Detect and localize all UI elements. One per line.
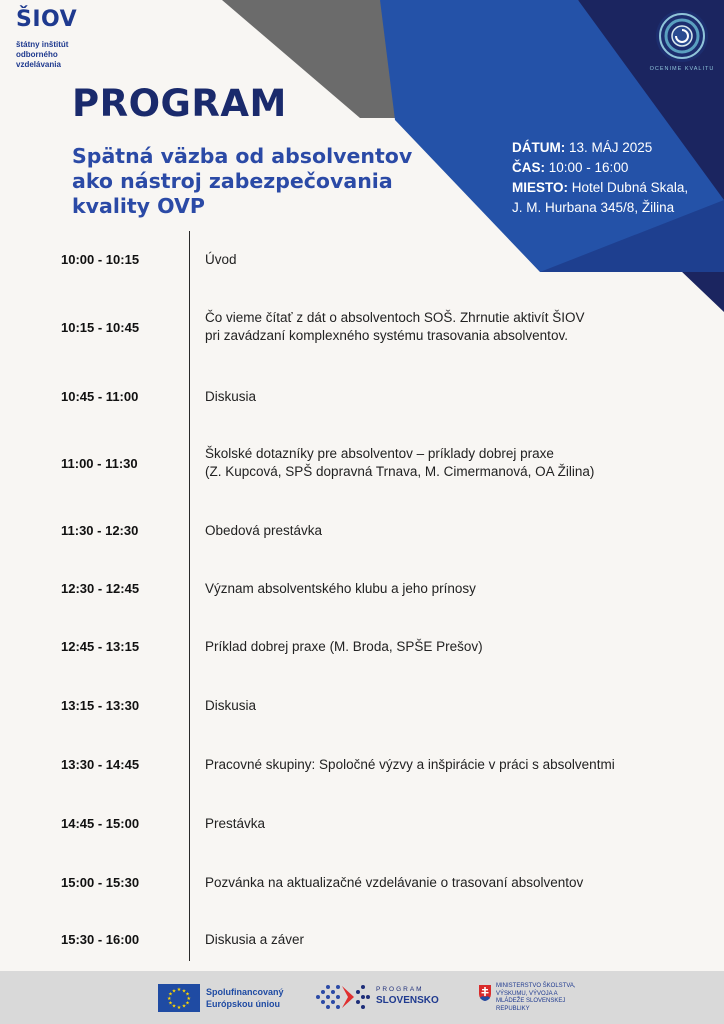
eu-cofinanced-text: Spolufinancovaný Európskou úniou xyxy=(206,987,284,1009)
schedule-desc-line: Čo vieme čítať z dát o absolventoch SOŠ. Zhrnutie aktivít ŠIOV xyxy=(205,310,585,325)
place-label: MIESTO: xyxy=(512,180,569,195)
schedule-desc-line: (Z. Kupcová, SPŠ dopravná Trnava, M. Cimermanová, OA Žilina) xyxy=(205,464,595,479)
program-slovensko-icon xyxy=(314,982,370,1012)
time-value: 10:00 - 16:00 xyxy=(548,160,629,175)
slovensko-label: SLOVENSKO xyxy=(376,995,439,1006)
schedule-desc xyxy=(205,309,705,345)
svg-text:★: ★ xyxy=(176,1005,182,1011)
schedule-time: 11:00 - 11:30 xyxy=(61,456,138,471)
schedule-desc: Diskusia xyxy=(205,389,257,404)
schedule-time: 15:30 - 16:00 xyxy=(61,932,140,947)
schedule-time: 10:00 - 10:15 xyxy=(61,252,140,267)
svg-text:★: ★ xyxy=(181,988,187,995)
schedule-time: 14:45 - 15:00 xyxy=(61,816,140,831)
date-line xyxy=(512,138,688,158)
program-label: PROGRAM xyxy=(376,986,424,993)
page-title: PROGRAM xyxy=(72,82,287,125)
svg-text:★: ★ xyxy=(185,991,190,998)
logo-subtitle: štátny inštitút odborného vzdelávania xyxy=(16,40,69,69)
schedule-time: 13:30 - 14:45 xyxy=(61,757,140,772)
schedule-time: 15:00 - 15:30 xyxy=(61,875,140,890)
schedule-desc: Pracovné skupiny: Spoločné výzvy a inšpirácie v práci s absolventmi xyxy=(205,757,615,772)
schedule-desc: Diskusia a záver xyxy=(205,932,305,947)
schedule-desc-line: Školské dotazníky pre absolventov – príklady dobrej praxe xyxy=(205,446,554,461)
schedule-desc: Pozvánka na aktualizačné vzdelávanie o trasovaní absolventov xyxy=(205,875,584,890)
svg-text:★: ★ xyxy=(181,1003,187,1010)
eu-flag-icon xyxy=(158,984,200,1012)
schedule-desc: Príklad dobrej praxe (M. Broda, SPŠE Prešov) xyxy=(205,639,483,654)
time-line xyxy=(512,158,688,178)
schedule-desc: Obedová prestávka xyxy=(205,523,323,538)
svg-text:★: ★ xyxy=(168,1000,173,1007)
event-info xyxy=(512,138,688,218)
schedule-desc xyxy=(205,445,705,481)
place-line xyxy=(512,178,688,198)
schedule-time: 12:30 - 12:45 xyxy=(61,581,140,596)
program-slovensko-logo xyxy=(376,986,439,1006)
date-label: DÁTUM: xyxy=(512,140,566,155)
place-line-2: J. M. Hurbana 345/8, Žilina xyxy=(512,200,675,215)
schedule-time: 10:45 - 11:00 xyxy=(61,389,139,404)
place-value: Hotel Dubná Skala, xyxy=(571,180,689,195)
schedule-desc: Prestávka xyxy=(205,816,266,831)
quality-seal-icon xyxy=(648,6,716,74)
schedule-time: 11:30 - 12:30 xyxy=(61,523,139,538)
siov-logo xyxy=(16,8,86,70)
time-label: ČAS: xyxy=(512,160,545,175)
date-value: 13. MÁJ 2025 xyxy=(569,140,653,155)
schedule-time: 13:15 - 13:30 xyxy=(61,698,140,713)
seal-text: OCENIME KVALITU xyxy=(649,66,715,72)
svg-text:★: ★ xyxy=(171,1003,177,1010)
schedule-time: 10:15 - 10:45 xyxy=(61,320,140,335)
schedule-divider xyxy=(189,231,190,961)
ministry-text: MINISTERSTVO ŠKOLSTVA, VÝSKUMU, VÝVOJA A MLÁDEŽE SLOVENSKEJ REPUBLIKY xyxy=(496,983,576,1012)
svg-text:★: ★ xyxy=(166,996,172,1002)
logo-mark: ŠIOV xyxy=(16,7,78,32)
event-subtitle: Spätná väzba od absolventov ako nástroj zabezpečovania kvality OVP xyxy=(72,144,413,218)
svg-text:★: ★ xyxy=(176,987,182,993)
svg-text:★: ★ xyxy=(186,996,192,1002)
schedule-time: 12:45 - 13:15 xyxy=(61,639,140,654)
schedule-desc: Význam absolventského klubu a jeho prínosy xyxy=(205,581,476,596)
schedule-desc-line: pri zavádzaní komplexného systému trasovania absolventov. xyxy=(205,328,568,343)
schedule-desc: Úvod xyxy=(205,252,237,267)
schedule-desc: Diskusia xyxy=(205,698,257,713)
svg-text:★: ★ xyxy=(171,988,177,995)
slovak-crest-icon xyxy=(478,984,492,1002)
svg-text:★: ★ xyxy=(168,991,173,998)
svg-text:★: ★ xyxy=(185,1000,190,1007)
